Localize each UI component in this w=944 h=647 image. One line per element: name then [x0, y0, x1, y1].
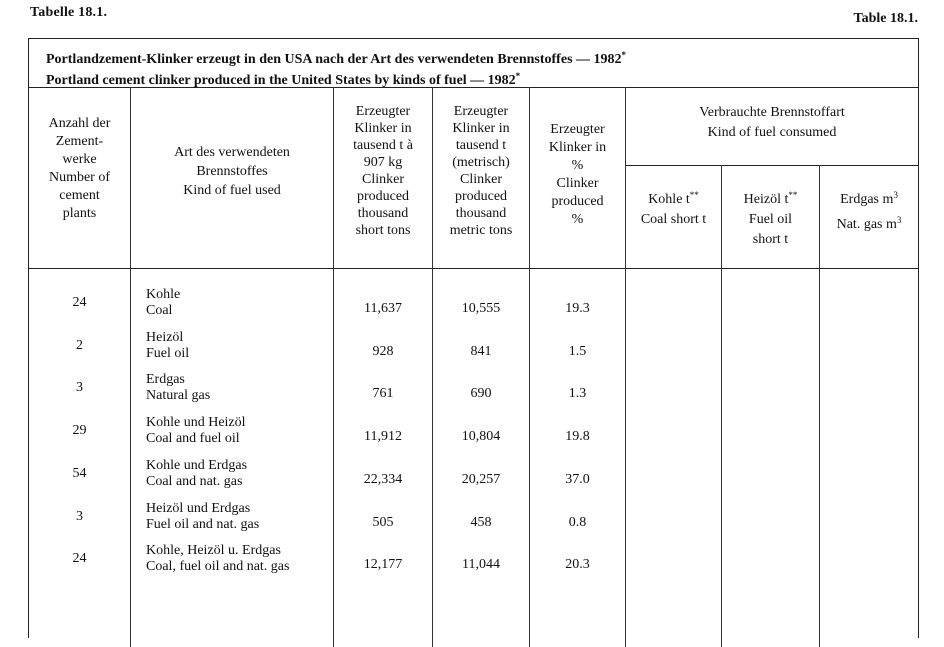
metric-tons-cell: 11,044: [462, 557, 500, 573]
header-line: thousand: [357, 206, 409, 221]
percent-cell: 1.3: [568, 386, 587, 402]
short-tons-cell: 12,177: [363, 557, 403, 573]
header-line: Erzeugter: [453, 104, 509, 119]
header-line: Nat. gas m: [836, 217, 897, 232]
short-tons-cell: 22,334: [363, 471, 403, 487]
header-line: Coal short t: [640, 212, 707, 227]
header-line: thousand: [455, 206, 507, 221]
header-plants: [29, 115, 130, 223]
header-coal: [626, 185, 721, 230]
plants-cell: 54: [72, 465, 87, 481]
table-label-en: Table 18.1.: [853, 11, 918, 26]
header-line: plants: [62, 206, 97, 221]
fuel-name-de: Erdgas: [146, 372, 185, 388]
footnote-mark: **: [689, 190, 699, 200]
title-german: Portlandzement-Klinker erzeugt in den USA nach der Art des verwendeten Brennstoffes — 1982: [46, 52, 622, 67]
header-line: tausend t à: [353, 138, 413, 153]
short-tons-cell: 11,912: [364, 429, 402, 445]
fuel-cell: [146, 330, 331, 362]
header-oil: [722, 185, 819, 250]
fuel-name-de: Kohle und Heizöl: [146, 415, 246, 431]
plants-cell: 3: [76, 508, 83, 524]
header-line: Erzeugter: [550, 122, 605, 137]
percent-cell: 1.5: [568, 343, 587, 359]
header-line: Kohle t: [648, 192, 690, 207]
percent-cell: 0.8: [568, 514, 587, 530]
col-rule: [819, 165, 820, 647]
header-line: Klinker in: [548, 140, 607, 155]
percent-cell: 37.0: [565, 471, 590, 487]
percent-cell: 19.3: [565, 301, 590, 316]
fuel-name-en: Fuel oil: [146, 345, 190, 361]
fuel-name-en: Coal: [146, 303, 173, 318]
fuel-name-en: Coal and nat. gas: [146, 473, 243, 489]
fuel-name-de: Kohle, Heizöl u. Erdgas: [146, 543, 281, 559]
header-line: produced: [551, 194, 604, 209]
header-consumed: [626, 103, 918, 143]
fuel-name-de: Heizöl und Erdgas: [146, 500, 251, 516]
header-line: Clinker: [556, 176, 599, 191]
header-line: Erzeugter: [355, 104, 411, 119]
header-line: %: [571, 212, 584, 227]
header-fuel: [131, 143, 333, 200]
header-rule: [29, 268, 918, 269]
table-frame: [28, 38, 919, 638]
header-line: Clinker: [362, 172, 404, 187]
header-percent: [530, 121, 625, 229]
table-title: [46, 47, 906, 89]
title-english: Portland cement clinker produced in the United States by kinds of fuel — 1982: [46, 73, 516, 88]
header-line: cement: [59, 188, 100, 203]
header-line: produced: [454, 189, 508, 204]
header-line: tausend t: [455, 138, 507, 153]
header-line: Klinker in: [354, 121, 412, 136]
plants-cell: 3: [76, 380, 83, 396]
short-tons-cell: 505: [372, 514, 394, 530]
metric-tons-cell: 10,555: [461, 301, 501, 316]
short-tons-cell: 11,637: [364, 301, 402, 316]
percent-cell: 19.8: [565, 429, 590, 445]
fuel-cell: [146, 287, 331, 319]
plants-cell: 24: [72, 295, 87, 310]
header-line: Fuel oil: [748, 212, 793, 227]
fuel-name-en: Fuel oil and nat. gas: [146, 516, 260, 532]
col-rule: [625, 87, 626, 647]
fuel-cell: [146, 543, 331, 575]
header-line: Klinker in: [452, 121, 510, 136]
header-metric-tons: [433, 103, 529, 239]
header-line: short tons: [355, 223, 411, 238]
fuel-name-en: Coal, fuel oil and nat. gas: [146, 559, 290, 575]
title-footnote-mark: *: [621, 50, 627, 60]
fuel-cell: [146, 415, 331, 447]
plants-cell: 29: [72, 423, 87, 439]
short-tons-cell: 761: [372, 386, 394, 402]
fuel-name-en: Coal and fuel oil: [146, 431, 240, 447]
header-line: Kind of fuel used: [183, 183, 281, 198]
plants-cell: 24: [72, 551, 87, 567]
header-line: Brennstoffes: [196, 164, 268, 179]
header-gas: [820, 185, 918, 235]
header-line: %: [571, 158, 584, 173]
metric-tons-cell: 841: [470, 343, 492, 359]
fuel-name-de: Kohle: [146, 287, 181, 302]
header-line: 907 kg: [363, 155, 403, 170]
fuel-cell: [146, 501, 331, 533]
header-line: Kind of fuel consumed: [707, 125, 837, 140]
header-line: Erdgas m: [840, 192, 894, 207]
plants-cell: 2: [76, 337, 83, 353]
header-line: Clinker: [460, 172, 502, 187]
header-short-tons: [334, 103, 432, 239]
short-tons-cell: 928: [372, 343, 394, 359]
fuel-name-de: Kohle und Erdgas: [146, 457, 248, 473]
fuel-name-de: Heizöl: [146, 329, 184, 345]
header-line: Verbrauchte Brennstoffart: [699, 105, 845, 120]
header-line: Number of: [48, 170, 111, 185]
fuel-name-en: Natural gas: [146, 388, 211, 404]
fuel-cell: [146, 372, 331, 404]
header-line: werke: [62, 152, 97, 167]
header-line: Heizöl t: [743, 192, 789, 207]
metric-tons-cell: 10,804: [461, 429, 501, 445]
metric-tons-cell: 690: [470, 386, 492, 402]
unit-exponent: 3: [896, 215, 902, 225]
table-label-de: Tabelle 18.1.: [30, 5, 108, 20]
percent-cell: 20.3: [565, 557, 590, 573]
unit-exponent: 3: [893, 190, 898, 200]
fuel-cell: [146, 458, 331, 490]
metric-tons-cell: 458: [470, 514, 492, 530]
header-line: Anzahl der: [48, 116, 111, 131]
title-footnote-mark: *: [515, 71, 521, 81]
metric-tons-cell: 20,257: [461, 471, 501, 487]
footnote-mark: **: [788, 190, 798, 200]
header-line: Art des verwendeten: [174, 145, 290, 160]
header-line: produced: [356, 189, 410, 204]
header-line: (metrisch): [452, 155, 510, 170]
header-line: Zement-: [55, 134, 104, 149]
title-rule: [29, 87, 918, 88]
consumed-rule: [625, 165, 918, 166]
header-line: metric tons: [449, 223, 513, 238]
header-line: short t: [752, 232, 789, 247]
